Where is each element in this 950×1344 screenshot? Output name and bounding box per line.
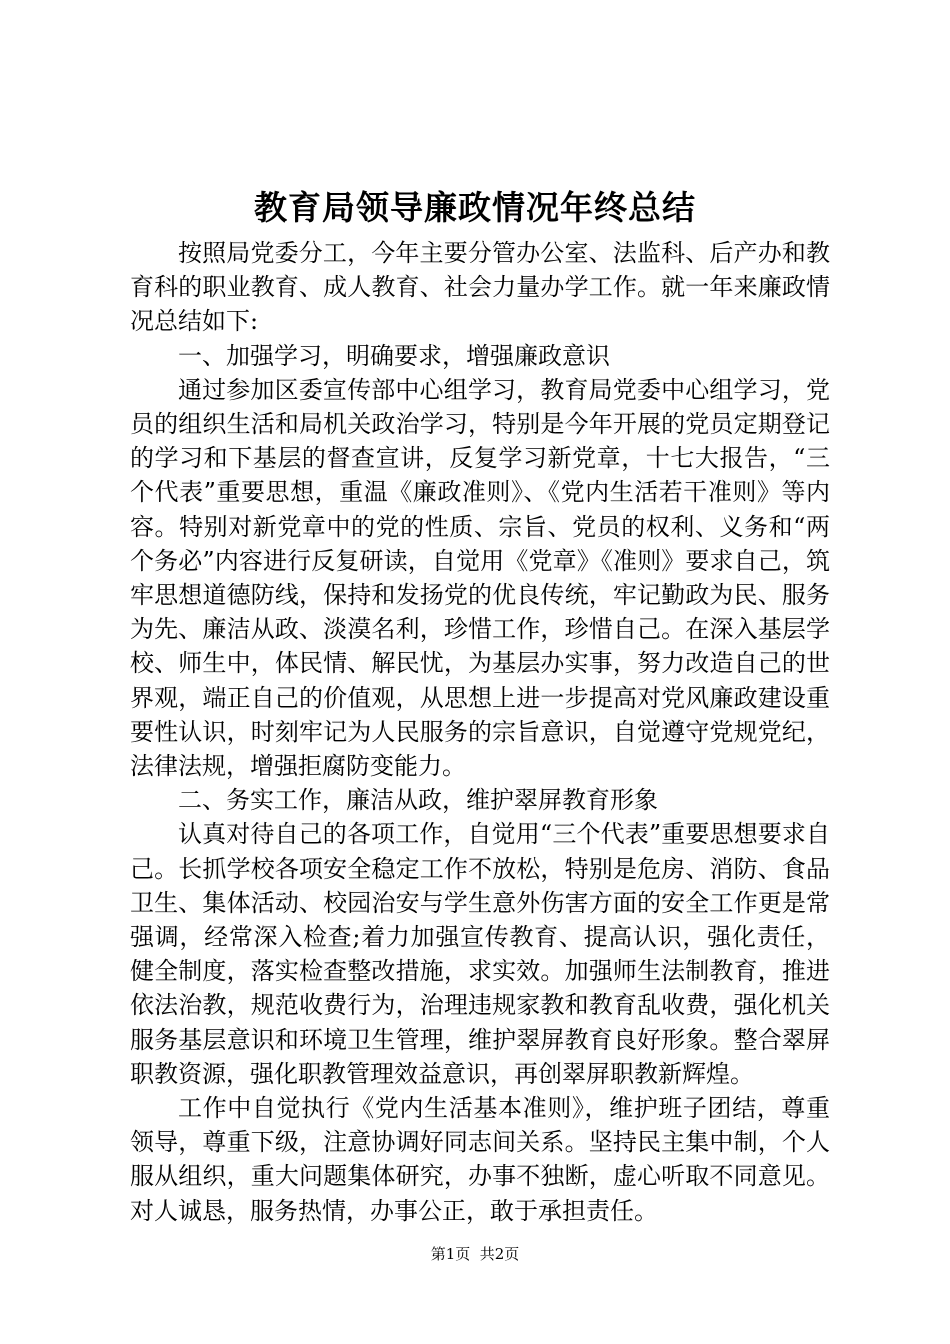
page-number: 第1页 共2页 (430, 1245, 520, 1263)
paragraph-conduct: 工作中自觉执行《党内生活基本准则》，维护班子团结，尊重领导，尊重下级，注意协调好同志间关系。坚持民主集中制，个人服从组织，重大问题集体研究，办事不独断，虚心听取不同意见。对人诚恳，服务热情，办事公正，敢于承担责任。 (130, 1094, 830, 1225)
paragraph-study: 通过参加区委宣传部中心组学习，教育局党委中心组学习，党员的组织生活和局机关政治学习，特别是今年开展的党员定期登记的学习和下基层的督查宣讲，反复学习新党章，十七大报告，“三个代表”重要思想，重温《廉政准则》、《党内生活若干准则》等内容。特别对新党章中的党的性质、宗旨、党员的权利、义务和“两个务必”内容进行反复研读，自觉用《党章》《准则》要求自己，筑牢思想道德防线，保持和发扬党的优良传统，牢记勤政为民、服务为先、廉洁从政、淡漠名利，珍惜工作，珍惜自己。在深入基层学校、师生中，体民情、解民忧，为基层办实事，努力改造自己的世界观，端正自己的价值观，从思想上进一步提高对党风廉政建设重要性认识，时刻牢记为人民服务的宗旨意识，自觉遵守党规党纪，法律法规，增强拒腐防变能力。 (130, 375, 830, 781)
document-title: 教育局领导廉政情况年终总结 (254, 188, 696, 227)
section-heading-1: 一、加强学习，明确要求，增强廉政意识 (178, 341, 610, 370)
paragraph-work: 认真对待自己的各项工作，自觉用“三个代表”重要思想要求自己。长抓学校各项安全稳定工作不放松，特别是危房、消防、食品卫生、集体活动、校园治安与学生意外伤害方面的安全工作更是常强调，经常深入检查;着力加强宣传教育、提高认识，强化责任，健全制度，落实检查整改措施，求实效。加强师生法制教育，推进依法治教，规范收费行为，治理违规家教和教育乱收费，强化机关服务基层意识和环境卫生管理，维护翠屏教育良好形象。整合翠屏职教资源，强化职教管理效益意识，再创翠屏职教新辉煌。 (130, 820, 830, 1088)
page-footer (0, 1244, 950, 1264)
document-body (130, 236, 830, 1228)
section-heading-2: 二、务实工作，廉洁从政，维护翠屏教育形象 (178, 786, 658, 815)
paragraph-intro: 按照局党委分工，今年主要分管办公室、法监科、后产办和教育科的职业教育、成人教育、社会力量办学工作。就一年来廉政情况总结如下: (130, 239, 830, 336)
